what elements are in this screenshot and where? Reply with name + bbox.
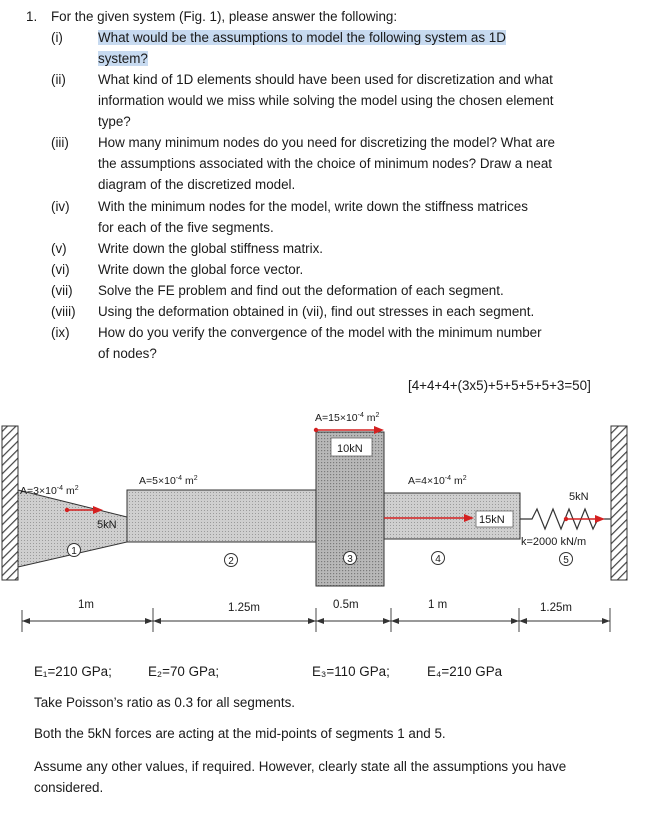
- right-wall-support: [611, 426, 627, 580]
- item-text-iv-line2: for each of the five segments.: [98, 220, 274, 235]
- item-text-iii-line2: the assumptions associated with the choice of minimum nodes? Draw a neat: [98, 156, 553, 171]
- force-label-15kn: 15kN: [479, 514, 505, 526]
- item-text-iii-line3: diagram of the discretized model.: [98, 177, 296, 192]
- question-intro: For the given system (Fig. 1), please answer the following:: [51, 9, 398, 24]
- poisson-note: Take Poisson’s ratio as 0.3 for all segments.: [34, 695, 295, 710]
- item-label-vi: (vi): [51, 262, 70, 277]
- forces-midpoint-note: Both the 5kN forces are acting at the mid-points of segments 1 and 5.: [34, 726, 446, 741]
- item-text-ix-line2: of nodes?: [98, 346, 157, 361]
- spring-stiffness-label: k=2000 kN/m: [521, 536, 587, 548]
- force-label-5kn-seg5: 5kN: [569, 491, 589, 503]
- length-seg2: 1.25m: [228, 602, 260, 614]
- length-seg5: 1.25m: [540, 602, 572, 614]
- item-text-iii-line1: How many minimum nodes do you need for discretizing the model? What are: [98, 135, 555, 150]
- segment-number-1: 1: [71, 546, 77, 557]
- area-label-seg1: $A=3\times 10^{-4}$ $m^2$: [20, 485, 79, 497]
- item-text-ii-line1: What kind of 1D elements should have been used for discretization and what: [98, 72, 553, 87]
- question-number: 1.: [26, 9, 38, 24]
- item-label-iv: (iv): [51, 199, 70, 214]
- area-label-seg2: $A=5\times 10^{-4}$ $m^2$: [139, 475, 198, 487]
- left-wall-support: [2, 426, 18, 580]
- item-text-v: Write down the global stiffness matrix.: [98, 241, 324, 256]
- force-label-10kn: 10kN: [337, 443, 363, 455]
- area-label-seg3: $A=15\times 10^{-4}$ $m^2$: [315, 412, 380, 424]
- segment-number-5: 5: [563, 555, 569, 566]
- item-label-vii: (vii): [51, 283, 73, 298]
- length-seg1: 1m: [78, 599, 94, 611]
- segment-number-4: 4: [435, 554, 441, 565]
- item-text-iv-line1: With the minimum nodes for the model, write down the stiffness matrices: [98, 199, 528, 214]
- item-label-viii: (viii): [51, 304, 76, 319]
- item-text-viii: Using the deformation obtained in (vii), find out stresses in each segment.: [98, 304, 535, 319]
- item-text-i-line1: What would be the assumptions to model the following system as 1D: [98, 30, 506, 45]
- length-seg4: 1 m: [428, 599, 448, 611]
- area-label-seg4: $A=4\times 10^{-4}$ $m^2$: [408, 475, 467, 487]
- segment-2-bar: [127, 490, 316, 542]
- item-text-ix-line1: How do you verify the convergence of the model with the minimum number: [98, 325, 542, 340]
- item-label-ii: (ii): [51, 72, 66, 87]
- assumption-note-line1: Assume any other values, if required. However, clearly state all the assumptions you have: [34, 759, 567, 774]
- item-text-vi: Write down the global force vector.: [98, 262, 304, 277]
- item-text-i-line2: system?: [98, 51, 148, 66]
- modulus-e1: E₁=210 GPa;: [34, 664, 112, 679]
- length-seg3: 0.5m: [333, 599, 359, 611]
- force-label-5kn-seg1: 5kN: [97, 519, 117, 531]
- item-label-iii: (iii): [51, 135, 69, 150]
- item-label-v: (v): [51, 241, 67, 256]
- segment-number-2: 2: [228, 556, 234, 567]
- modulus-e4: E₄=210 GPa: [427, 664, 503, 679]
- marks-breakdown: [4+4+4+(3x5)+5+5+5+5+3=50]: [408, 378, 591, 393]
- segment-number-3: 3: [347, 554, 353, 565]
- modulus-e2: E₂=70 GPa;: [148, 664, 220, 679]
- item-text-vii: Solve the FE problem and find out the deformation of each segment.: [98, 283, 504, 298]
- item-label-ix: (ix): [51, 325, 70, 340]
- item-text-ii-line3: type?: [98, 114, 131, 129]
- item-text-ii-line2: information would we miss while solving the model using the chosen element: [98, 93, 554, 108]
- assumption-note-line2: considered.: [34, 780, 104, 795]
- modulus-e3: E₃=110 GPa;: [312, 664, 390, 679]
- item-label-i: (i): [51, 30, 63, 45]
